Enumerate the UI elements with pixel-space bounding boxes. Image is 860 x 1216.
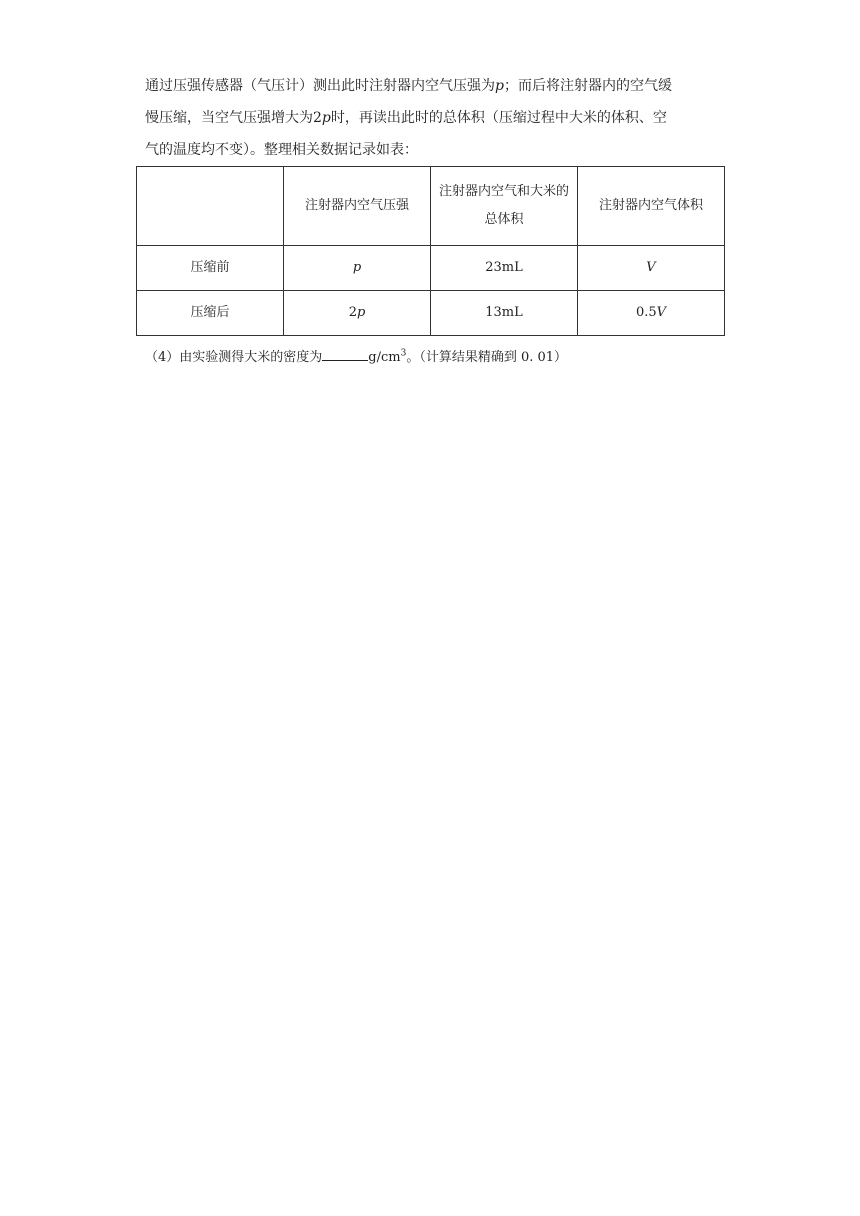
pressure-cell: 2p [284,291,431,336]
question-text: （4）由实验测得大米的密度为 [145,350,323,365]
total-volume-cell: 13mL [431,291,578,336]
paragraph-line-2 [145,102,725,134]
unit-exponent: 3 [400,348,407,359]
question-suffix: 。（计算结果精确到 0. 01） [406,350,568,365]
table-header-cell [137,167,284,246]
table-header-cell: 注射器内空气压强 [284,167,431,246]
coefficient: 2 [313,110,322,126]
air-volume-cell: 0.5V [578,291,725,336]
row-label: 压缩前 [137,246,284,291]
table-header-cell: 注射器内空气体积 [578,167,725,246]
table-header-cell: 注射器内空气和大米的总体积 [431,167,578,246]
answer-blank[interactable] [322,348,368,361]
row-label: 压缩后 [137,291,284,336]
table-header-row [137,167,725,246]
text-segment: 时，再读出此时的总体积（压缩过程中大米的体积、空 [330,110,667,126]
text-segment: ；而后将注射器内的空气缓 [503,78,672,94]
question-4 [145,346,567,365]
text-segment: 通过压强传感器（气压计）测出此时注射器内空气压强为 [145,78,495,94]
data-table [136,166,725,336]
unit: g/cm [368,350,401,365]
paragraph-line-1 [145,70,725,102]
paragraph-line-3: 气的温度均不变）。整理相关数据记录如表： [145,142,418,158]
text-segment: 慢压缩，当空气压强增大为 [145,110,313,126]
total-volume-cell: 23mL [431,246,578,291]
table-row [137,246,725,291]
problem-paragraph [145,70,725,166]
variable-p: p [321,110,331,126]
air-volume-cell: V [578,246,725,291]
variable-p: p [495,78,504,94]
table-row [137,291,725,336]
pressure-cell: p [284,246,431,291]
